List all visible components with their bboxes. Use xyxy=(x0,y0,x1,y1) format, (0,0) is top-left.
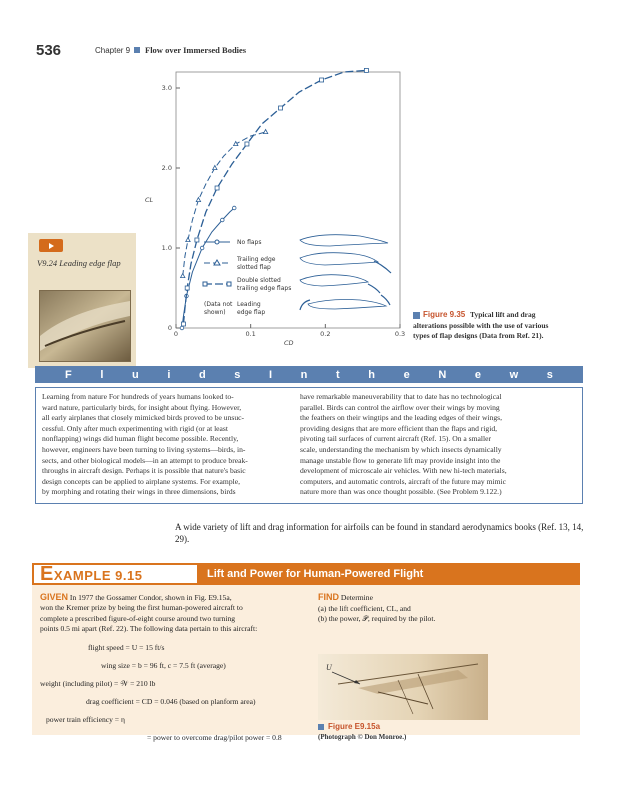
data-point xyxy=(263,130,267,134)
data-point xyxy=(195,238,199,242)
legend-note-l1: (Data not xyxy=(204,301,233,308)
find-block xyxy=(318,592,568,625)
legend-label-leading-l1: Leading xyxy=(237,301,261,308)
banner-letter: t xyxy=(336,368,340,381)
news-line: cessful. Only after much experimenting with rigid (or at least xyxy=(42,423,228,433)
find-line xyxy=(318,592,568,604)
x-tick-label: 0.1 xyxy=(245,330,256,338)
y-tick-label: 2.0 xyxy=(161,164,172,172)
banner-letter: N xyxy=(438,368,447,381)
data-point xyxy=(279,106,283,110)
airfoil-double-slotted xyxy=(300,275,368,286)
figure-9-35-number: Figure 9.35 xyxy=(423,310,466,319)
data-point xyxy=(200,246,204,250)
news-line: sects, and other biological models—in an attempt to produce break- xyxy=(42,455,248,465)
video-label: V9.24 Leading edge flap xyxy=(37,258,121,268)
figure-e9-15a-number: Figure E9.15a xyxy=(328,722,381,731)
data-point xyxy=(180,326,184,330)
find-item: (a) the lift coefficient, CL, and xyxy=(318,603,411,613)
example-label-initial: E xyxy=(40,563,54,585)
banner-letter: d xyxy=(198,368,206,381)
legend-marker-square xyxy=(203,282,207,286)
news-line: development of microscale air vehicles. With new hi-tech materials, xyxy=(300,466,507,476)
news-line: computers, and automatic controls, aircraft of the future may mimic xyxy=(300,476,507,486)
news-line: design concepts can be applied to airplane systems. For example, xyxy=(42,476,241,486)
find-heading: FIND xyxy=(318,592,339,602)
double-flap-element-1 xyxy=(368,284,380,293)
banner-letter: s xyxy=(546,368,553,381)
figure-e9-15a-caption: (Photograph © Don Monroe.) xyxy=(318,733,407,741)
legend-label-double-l1: Double slotted xyxy=(237,277,281,284)
body-paragraph: A wide variety of lift and drag information for airfoils can be found in standard aerodynamics books (Ref. 13, 14, 29). xyxy=(175,522,584,544)
banner-letter: s xyxy=(234,368,241,381)
find-item: (b) the power, 𝒫, required by the pilot. xyxy=(318,614,436,624)
series-line-2 xyxy=(183,132,266,276)
data-point xyxy=(215,186,219,190)
news-line: all early airplanes that closely mimicked birds proved to be unsuc- xyxy=(42,413,245,423)
chapter-label: Chapter 9 xyxy=(95,46,131,55)
x-axis-label: CD xyxy=(284,339,294,347)
x-tick-label: 0.3 xyxy=(394,330,406,338)
figure-bullet-icon-2 xyxy=(318,724,324,730)
find-intro: Determine xyxy=(340,593,373,602)
news-line: have remarkable maneuverability that to date has no technological xyxy=(300,392,502,401)
axis-ticks xyxy=(162,84,406,338)
banner-letter: n xyxy=(300,368,308,381)
news-line: the feathers on their wingtips and the leading edges of their wings, xyxy=(300,413,503,423)
double-flap-element-2 xyxy=(381,295,390,305)
data-point xyxy=(220,218,224,222)
y-tick-label: 1.0 xyxy=(161,244,172,252)
y-axis-label: CL xyxy=(145,196,154,204)
chapter-title: Flow over Immersed Bodies xyxy=(145,45,247,55)
given-equation: weight (including pilot) = 𝒲 = 210 lb xyxy=(40,679,156,688)
news-banner xyxy=(35,366,583,383)
data-point xyxy=(181,322,185,326)
figure-9-35-caption: Typical lift and drag alterations possible with the use of various types of flap designs (Data from Ref. 21). xyxy=(413,310,549,340)
news-line: ward nature, particularly birds, for insight about flying. However, xyxy=(42,402,242,412)
data-point xyxy=(245,142,249,146)
legend-marker-square-2 xyxy=(227,282,231,286)
example-heading: Lift and Power for Human-Powered Flight xyxy=(207,568,424,580)
given-equation: power train efficiency = η xyxy=(46,715,125,724)
banner-letter: u xyxy=(131,368,139,381)
news-line: manage unstable flow to generate lift may provide insight into the xyxy=(300,455,501,465)
legend-label-slotted-l2: slotted flap xyxy=(237,264,271,271)
legend-label-slotted-l1: Trailing edge xyxy=(237,256,276,263)
banner-letter: e xyxy=(474,368,481,381)
airfoil-no-flap xyxy=(300,235,388,246)
banner-letter: w xyxy=(509,368,519,381)
news-line: Learning from nature For hundreds of years humans looked to- xyxy=(42,392,234,401)
news-line: throughs in aircraft design. Perhaps it is possible that nature's basic xyxy=(42,466,246,476)
airfoil-leading-edge xyxy=(308,300,386,310)
given-heading: GIVEN xyxy=(40,592,69,602)
example-label xyxy=(40,563,142,586)
y-tick-label: 0 xyxy=(167,324,172,332)
news-line: nonflapping) wings did human flight become possible. Recently, xyxy=(42,434,239,444)
data-point xyxy=(213,166,217,170)
legend xyxy=(203,239,291,316)
data-point xyxy=(181,274,185,278)
given-equation: drag coefficient = CD = 0.046 (based on planform area) xyxy=(86,697,256,706)
news-line: providing designs that are more efficient than the flaps and rigid, xyxy=(300,423,498,433)
legend-label-double-l2: trailing edge flaps xyxy=(237,285,292,292)
legend-note-l2: shown) xyxy=(204,309,226,316)
news-line: parallel. Birds can control the airflow over their wings by moving xyxy=(300,402,500,412)
given-line-text: In 1977 the Gossamer Condor, shown in Fig. E9.15a, xyxy=(69,593,232,602)
news-line: however, engineers have been turning to living systems—birds, in- xyxy=(42,444,246,454)
banner-letter: e xyxy=(403,368,410,381)
airfoil-sketches xyxy=(300,235,391,310)
news-line: nature more than was once thought possible. (See Problem 9.122.) xyxy=(300,487,502,497)
legend-label-leading-l2: edge flap xyxy=(237,309,266,316)
banner-letter: i xyxy=(167,368,171,381)
given-line: won the Kremer prize by being the first human-powered aircraft to xyxy=(40,603,243,613)
news-line: pivoting tail surfaces of current aircraft (Ref. 15). On a smaller xyxy=(300,434,492,444)
given-equation: = power to overcome drag/pilot power = 0.8 xyxy=(147,733,282,742)
given-line: points 0.5 mi apart (Ref. 22). The following data pertain to this aircraft: xyxy=(40,623,258,633)
news-line: by morphing and rotating their wings in three dimensions, birds xyxy=(42,487,236,497)
data-point xyxy=(186,238,190,242)
news-left-column xyxy=(42,392,297,498)
banner-letter: l xyxy=(100,368,104,381)
data-point xyxy=(185,286,189,290)
x-tick-label: 0.2 xyxy=(320,330,331,338)
velocity-label: U xyxy=(326,663,332,672)
data-point xyxy=(196,198,200,202)
news-right-column xyxy=(300,392,555,498)
banner-letter: I xyxy=(269,368,273,381)
legend-label-no-flaps: No flaps xyxy=(237,239,262,246)
given-block xyxy=(40,592,305,634)
legend-marker-circle xyxy=(215,240,219,244)
given-line: complete a prescribed figure-of-eight course around two turning xyxy=(40,613,236,623)
slotted-flap-element xyxy=(374,261,391,273)
news-line: scale, understanding the mechanism by which insects dynamically xyxy=(300,444,502,454)
given-equation: wing size = b = 96 ft, c = 7.5 ft (average) xyxy=(101,661,226,670)
y-tick-label: 3.0 xyxy=(161,84,172,92)
banner-letter: F xyxy=(65,368,72,381)
banner-letter: h xyxy=(368,368,375,381)
x-tick-label: 0 xyxy=(173,330,179,338)
airfoil-slotted xyxy=(300,253,378,265)
data-point xyxy=(232,206,236,210)
data-point xyxy=(364,68,368,72)
given-equation: flight speed = U = 15 ft/s xyxy=(88,643,165,652)
data-point xyxy=(320,78,324,82)
gossamer-condor-photo xyxy=(318,654,488,720)
data-point xyxy=(234,142,238,146)
page-number: 536 xyxy=(36,42,62,59)
given-line xyxy=(40,592,305,603)
example-label-rest: XAMPLE 9.15 xyxy=(53,568,143,583)
